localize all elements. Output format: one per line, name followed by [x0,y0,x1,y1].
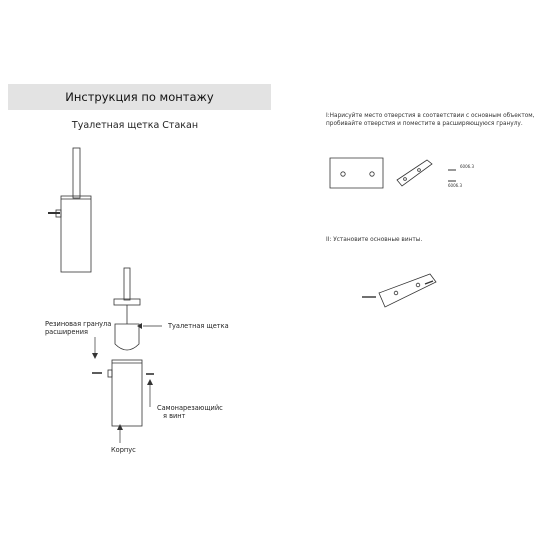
part-mark-b: 6006.3 [448,183,462,188]
step-1-line2: пробивайте отверстия и поместите в расширяющуюся гранулу. [326,121,523,127]
screw-label [157,404,223,420]
part-mark-a: 6006.3 [460,164,474,169]
mounting-bracket-illustration [397,160,432,186]
step-1-instruction [326,112,535,128]
body-label: Корпус [111,446,136,454]
screw-label-line2: я винт [163,412,186,420]
screw-label-line1: Самонарезающийс [157,404,223,412]
exploded-view-illustration [92,268,154,426]
step-1-line1: I:Нарисуйте место отверстия в соответствии с основным объектом, [326,113,535,119]
assembled-holder-illustration [48,148,91,272]
rubber-plug-label-line2: расширения [45,328,88,336]
wall-plate-illustration [330,158,383,188]
rubber-plug-label-line1: Резиновая гранула [45,320,112,328]
product-subtitle: Туалетная щетка Стакан [71,120,199,131]
screw-parts-illustration [448,170,456,181]
bracket-with-screws-illustration [362,274,436,307]
page-title: Инструкция по монтажу [65,90,214,104]
toilet-brush-label: Туалетная щетка [168,322,229,330]
step-2-instruction: II: Установите основные винты. [326,237,423,243]
rubber-plug-label [45,320,111,336]
